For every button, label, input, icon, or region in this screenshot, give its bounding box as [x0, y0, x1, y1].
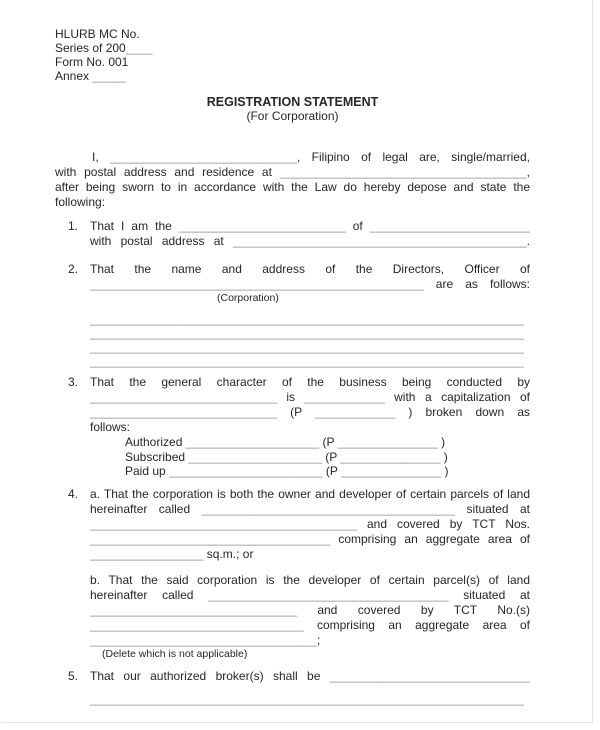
item-1 [55, 219, 530, 249]
form-header [55, 27, 530, 83]
ruled-line: _________________________________________________________________ [90, 354, 524, 368]
item-4a-line-3: ________________________________________ and covered by TCT Nos. [90, 516, 530, 531]
item-4-body [90, 487, 530, 660]
header-line-series: Series of 200____ [55, 41, 153, 55]
item-4-number: 4. [68, 486, 79, 501]
item-5-line-1: That our authorized broker(s) shall be ______________________________ [90, 668, 530, 683]
page-edge-bottom [2, 722, 593, 723]
item-3-line-4: follows: [90, 420, 131, 434]
intro-line-3: after being sworn to in accordance with the Law do hereby depose and state the [55, 180, 530, 194]
item-4b-line-4: ________________________________ comprising an aggregate area of [90, 617, 530, 632]
ruled-line: _________________________________________________________________ [90, 340, 524, 354]
item-2 [55, 262, 530, 368]
authorized-row: Authorized ____________________ (P _______________ ) [125, 435, 446, 449]
delete-note: (Delete which is not applicable) [102, 647, 248, 660]
item-1-line-2: with postal address at ____________________________________________. [90, 234, 530, 248]
item-3-line-2: ____________________________ is ____________ with a capitalization of [90, 390, 530, 404]
item-4 [55, 487, 530, 660]
item-1-number: 1. [68, 219, 79, 233]
item-4a-line-1: a. That the corporation is both the owner and developer of certain parcels of land [90, 486, 530, 501]
item-4a-line-5: _________________ sq.m.; or [90, 546, 254, 561]
item-4b-line-5: __________________________________; [90, 632, 321, 647]
paragraph-a [90, 487, 530, 562]
item-4b-line-1: b. That the said corporation is the developer of certain parcel(s) of land [90, 572, 530, 587]
item-5 [55, 669, 530, 706]
item-3-number: 3. [68, 375, 79, 389]
item-5-number: 5. [68, 668, 79, 683]
item-3-line-1: That the general character of the business being conducted by [90, 375, 530, 389]
item-3-line-3: ____________________________ (P ____________ ) broken down as [90, 405, 530, 419]
item-2-number: 2. [68, 262, 79, 276]
header-line-form-no: Form No. 001 [55, 55, 129, 69]
title-block [55, 95, 530, 123]
item-3-body [90, 375, 530, 479]
header-line-annex: Annex _____ [55, 69, 126, 83]
form-subtitle: (For Corporation) [246, 109, 339, 123]
item-4a-line-4: ____________________________________ comprising an aggregate area of [90, 531, 530, 546]
item-5-ruled-line: _________________________________________________________________ [90, 691, 524, 706]
item-2-body [90, 262, 530, 368]
item-2-line-1: That the name and address of the Directors, Officer of [90, 262, 530, 276]
page-edge-right [592, 0, 593, 723]
form-title: REGISTRATION STATEMENT [206, 95, 379, 109]
intro-line-1: I, ____________________________, Filipino of legal are, single/married, [92, 150, 530, 164]
item-1-line-1: That I am the _________________________ of ________________________ [90, 219, 530, 233]
intro-paragraph [55, 150, 530, 210]
intro-line-2: with postal address and residence at _____________________________________, [55, 165, 530, 179]
item-2-ruled-lines [90, 312, 530, 368]
item-4b-line-2: hereinafter called ____________________________________ situated at [90, 587, 530, 602]
item-1-body [90, 219, 530, 249]
item-4b-line-3: _______________________________ and covered by TCT No.(s) [90, 602, 530, 617]
item-3 [55, 375, 530, 479]
item-4a-line-2: hereinafter called ______________________________________ situated at [90, 501, 530, 516]
intro-line-4: following: [55, 195, 106, 209]
paid-up-row: Paid up _______________________ (P _______________ ) [125, 464, 449, 479]
paragraph-b [90, 573, 530, 648]
subscribed-row: Subscribed ____________________ (P _______________ ) [125, 449, 448, 464]
ruled-line: _________________________________________________________________ [90, 326, 524, 340]
ruled-line: _________________________________________________________________ [90, 312, 524, 326]
item-5-body [90, 669, 530, 706]
item-2-line-2: __________________________________________________ are as follows: [90, 277, 530, 291]
header-line-hlurb-mc-no: HLURB MC No. [55, 27, 140, 41]
corporation-caption: (Corporation) [217, 292, 279, 304]
